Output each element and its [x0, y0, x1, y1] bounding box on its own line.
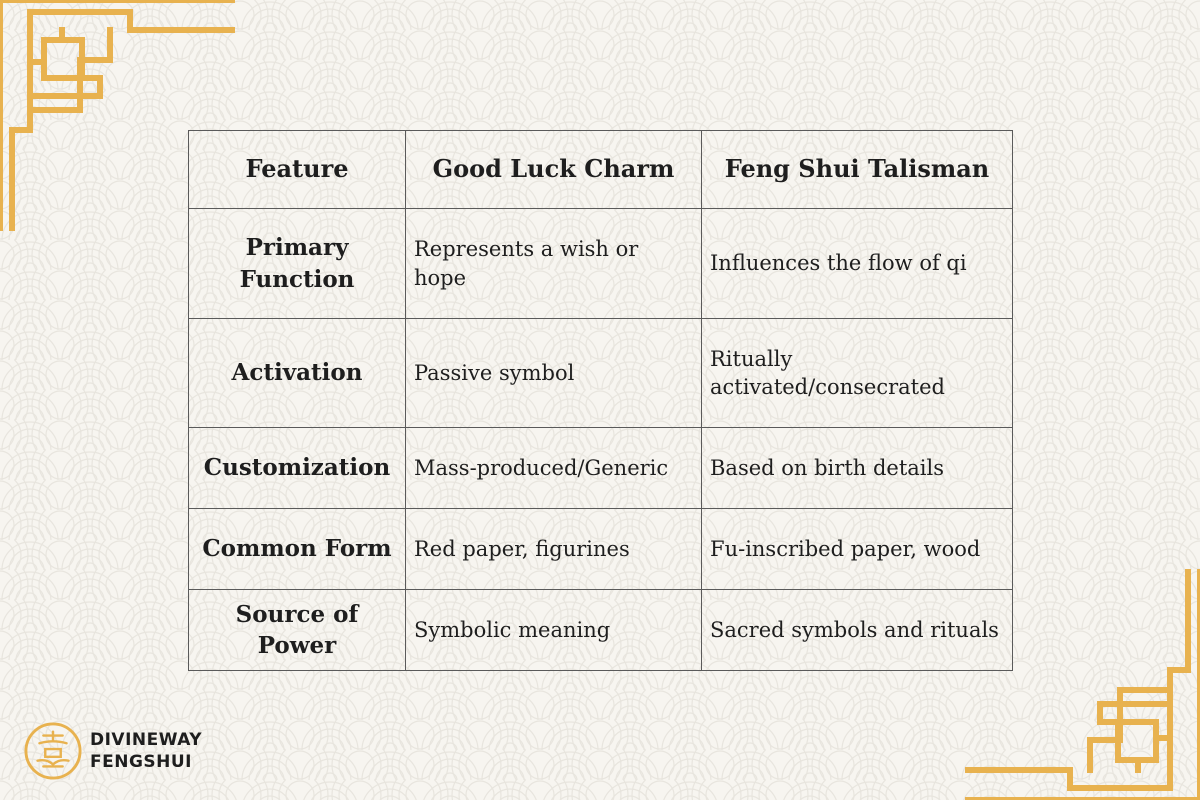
table-row [189, 209, 1013, 319]
header-feature: Feature [189, 131, 406, 209]
table-row [189, 509, 1013, 590]
row-charm-value: Mass-produced/Generic [406, 428, 702, 509]
row-feature: Activation [189, 319, 406, 428]
table-row [189, 319, 1013, 428]
row-feature: Common Form [189, 509, 406, 590]
row-feature: Source of Power [189, 590, 406, 671]
table-row [189, 428, 1013, 509]
brand-name [90, 729, 202, 773]
row-charm-value: Represents a wish or hope [406, 209, 702, 319]
divineway-seal-icon [24, 722, 82, 780]
row-charm-value: Passive symbol [406, 319, 702, 428]
brand-line-2: FENGSHUI [90, 752, 193, 772]
row-talisman-value: Fu-inscribed paper, wood [702, 509, 1013, 590]
row-charm-value: Symbolic meaning [406, 590, 702, 671]
row-talisman-value: Based on birth details [702, 428, 1013, 509]
brand-logo [24, 722, 202, 780]
row-talisman-value: Ritually activated/consecrated [702, 319, 1013, 428]
header-good-luck-charm: Good Luck Charm [406, 131, 702, 209]
row-talisman-value: Influences the flow of qi [702, 209, 1013, 319]
table-row [189, 590, 1013, 671]
row-talisman-value: Sacred symbols and rituals [702, 590, 1013, 671]
row-feature: Primary Function [189, 209, 406, 319]
row-charm-value: Red paper, figurines [406, 509, 702, 590]
comparison-table [188, 130, 1013, 671]
header-feng-shui-talisman: Feng Shui Talisman [702, 131, 1013, 209]
brand-line-1: DIVINEWAY [90, 730, 203, 750]
row-feature: Customization [189, 428, 406, 509]
table-header-row [189, 131, 1013, 209]
